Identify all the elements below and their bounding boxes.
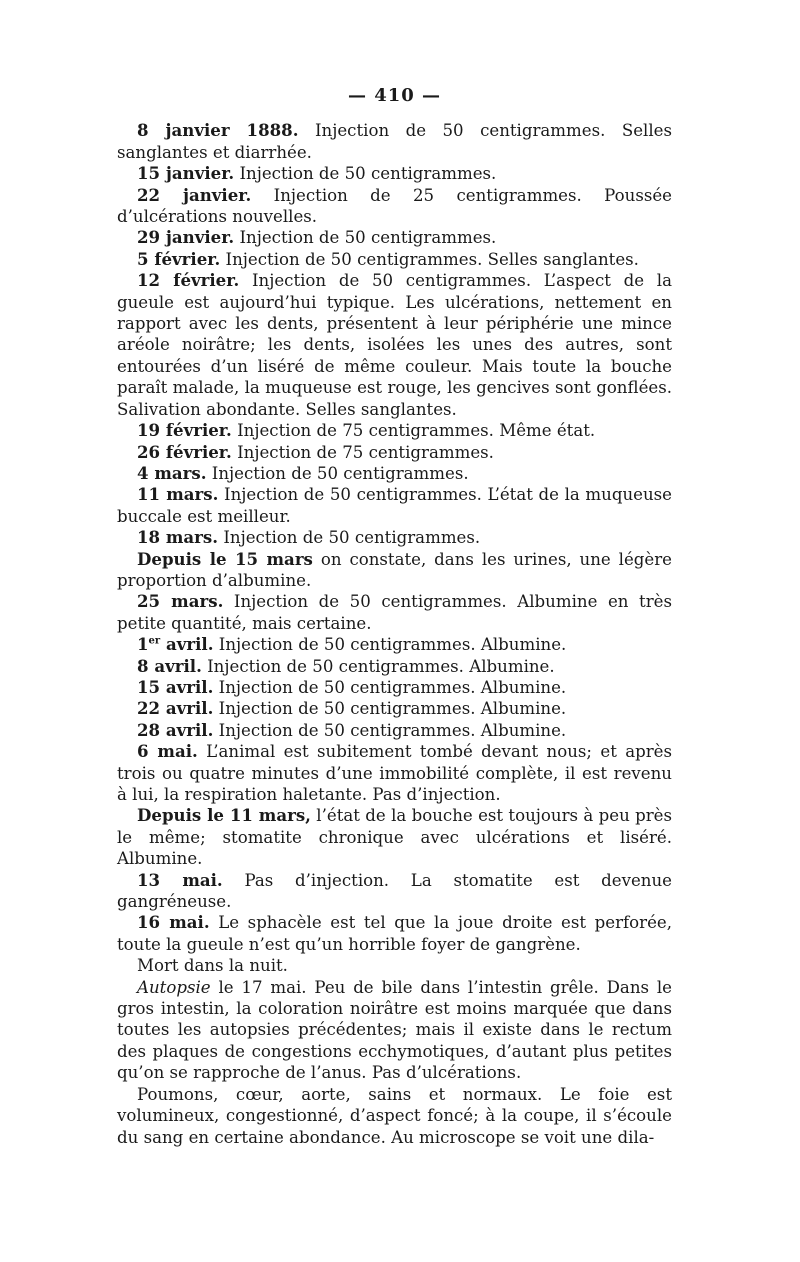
entry-paragraph xyxy=(117,591,672,634)
entry-date: 22 avril. xyxy=(137,698,214,719)
entry-date: 4 mars. xyxy=(137,462,207,483)
entry-text: Poumons, cœur, aorte, sains et normaux. Le foie est volumineux, congestionné, d’aspect foncé; à la coupe, il s’écoule du sang en certaine abondance. Au microscope se voit une dila- xyxy=(117,1084,672,1147)
entry-paragraph xyxy=(117,270,672,420)
entry-text: le 17 mai. Peu de bile dans l’intestin grêle. Dans le gros intestin, la coloration noirâtre est moins marquée que dans toutes les autopsies précédentes; mais il existe dans le rectum des plaques de congestions ecchymotiques, d’autant plus petites qu’on se rapproche de l’anus. Pas d’ulcérations. xyxy=(117,977,672,1083)
entry-paragraph xyxy=(117,442,672,463)
entry-date: 25 mars. xyxy=(137,591,224,612)
entry-text: Injection de 50 centigrammes. Albumine. xyxy=(213,699,567,719)
entry-paragraph xyxy=(117,1084,672,1148)
entry-paragraph xyxy=(117,420,672,441)
entry-text: Injection de 50 centigrammes. Albumine en très petite quantité, mais certaine. xyxy=(117,592,672,633)
entry-paragraph xyxy=(117,484,672,527)
entry-text: Injection de 50 centigrammes. Albumine. xyxy=(213,677,567,697)
entry-paragraph xyxy=(117,185,672,228)
entry-paragraph xyxy=(117,955,672,976)
entry-paragraph xyxy=(117,698,672,719)
entry-paragraph xyxy=(117,805,672,869)
entry-paragraph xyxy=(117,741,672,805)
entry-paragraph xyxy=(117,656,672,677)
entries-list xyxy=(117,120,672,1148)
entry-date: 12 février. xyxy=(137,270,240,291)
entry-paragraph xyxy=(117,677,672,698)
entry-paragraph xyxy=(117,120,672,163)
entry-date: 22 janvier. xyxy=(137,184,252,205)
entry-text: Injection de 75 centigrammes. xyxy=(231,442,494,462)
entry-text: Le sphacèle est tel que la joue droite est perforée, toute la gueule n’est qu’un horrible foyer de gangrène. xyxy=(117,913,673,954)
entry-text: Pas d’injection. La stomatite est devenue gangréneuse. xyxy=(117,870,672,912)
entry-text: on constate, dans les urines, une légère proportion d’albumine. xyxy=(117,549,672,590)
page-number: — 410 — xyxy=(347,85,442,106)
entry-text: Injection de 50 centigrammes. Selles sanglantes et diarrhée. xyxy=(117,121,672,162)
entry-text: Injection de 50 centigrammes. xyxy=(234,164,497,184)
entry-text: Injection de 50 centigrammes. Albumine. xyxy=(213,720,567,740)
entry-text: Injection de 50 centigrammes. Albumine. xyxy=(201,656,555,676)
entry-text: Injection de 50 centigrammes. xyxy=(206,463,469,483)
entry-date: Depuis le 15 mars xyxy=(137,548,313,569)
entry-date: 13 mai. xyxy=(137,869,223,890)
entry-text: Injection de 50 centigrammes. Albumine. xyxy=(213,635,567,655)
entry-date: 1er avril. xyxy=(137,634,214,655)
document-page xyxy=(117,85,672,1148)
entry-text: Injection de 50 centigrammes. L’état de la muqueuse buccale est meilleur. xyxy=(117,485,673,526)
entry-date: 16 mai. xyxy=(137,912,210,933)
entry-date: 15 janvier. xyxy=(137,163,235,184)
entry-text: Mort dans la nuit. xyxy=(137,956,288,976)
entry-date: Depuis le 11 mars, xyxy=(137,805,311,826)
entry-date: 6 mai. xyxy=(137,741,198,762)
entry-date: 19 février. xyxy=(137,420,232,441)
entry-date: Autopsie xyxy=(137,977,211,997)
entry-text: Injection de 50 centigrammes. Selles sanglantes. xyxy=(220,249,639,269)
entry-paragraph xyxy=(117,977,672,1084)
entry-paragraph xyxy=(117,912,672,955)
entry-date: 15 avril. xyxy=(137,676,214,697)
entry-date: 5 février. xyxy=(137,248,221,269)
entry-text: L’animal est subitement tombé devant nous; et après trois ou quatre minutes d’une immobilité complète, il est revenu à lui, la respiration haletante. Pas d’injection. xyxy=(117,742,673,804)
entry-date: 26 février. xyxy=(137,441,232,462)
entry-date: 18 mars. xyxy=(137,527,219,548)
entry-paragraph xyxy=(117,227,672,248)
entry-paragraph xyxy=(117,463,672,484)
entry-date: 28 avril. xyxy=(137,719,214,740)
entry-paragraph xyxy=(117,720,672,741)
entry-date: 8 avril. xyxy=(137,655,202,676)
entry-paragraph xyxy=(117,249,672,270)
entry-date: 29 janvier. xyxy=(137,227,235,248)
entry-paragraph xyxy=(117,870,672,913)
entry-text: Injection de 75 centigrammes. Même état. xyxy=(231,421,596,441)
entry-date: 11 mars. xyxy=(137,484,219,505)
entry-paragraph xyxy=(117,163,672,184)
entry-text: l’état de la bouche est toujours à peu près le même; stomatite chronique avec ulcérations et liséré. Albumine. xyxy=(117,806,673,869)
entry-paragraph xyxy=(117,527,672,548)
entry-date: 8 janvier 1888. xyxy=(137,120,299,141)
entry-paragraph xyxy=(117,549,672,592)
entry-text: Injection de 50 centigrammes. L’aspect de la gueule est aujourd’hui typique. Les ulcérations, nettement en rapport avec les dents, présentent à leur périphérie une mince aréole noirâtre; les dents, isolées les unes des autres, sont entourées d’un liséré de même couleur. Mais toute la bouche paraît malade, la muqueuse est rouge, les gencives sont gonflées. Salivation abondante. Selles sanglantes. xyxy=(117,271,672,419)
entry-paragraph xyxy=(117,634,672,655)
entry-text: Injection de 25 centigrammes. Poussée d’ulcérations nouvelles. xyxy=(117,185,672,227)
entry-text: Injection de 50 centigrammes. xyxy=(218,528,481,548)
entry-text: Injection de 50 centigrammes. xyxy=(234,228,497,248)
